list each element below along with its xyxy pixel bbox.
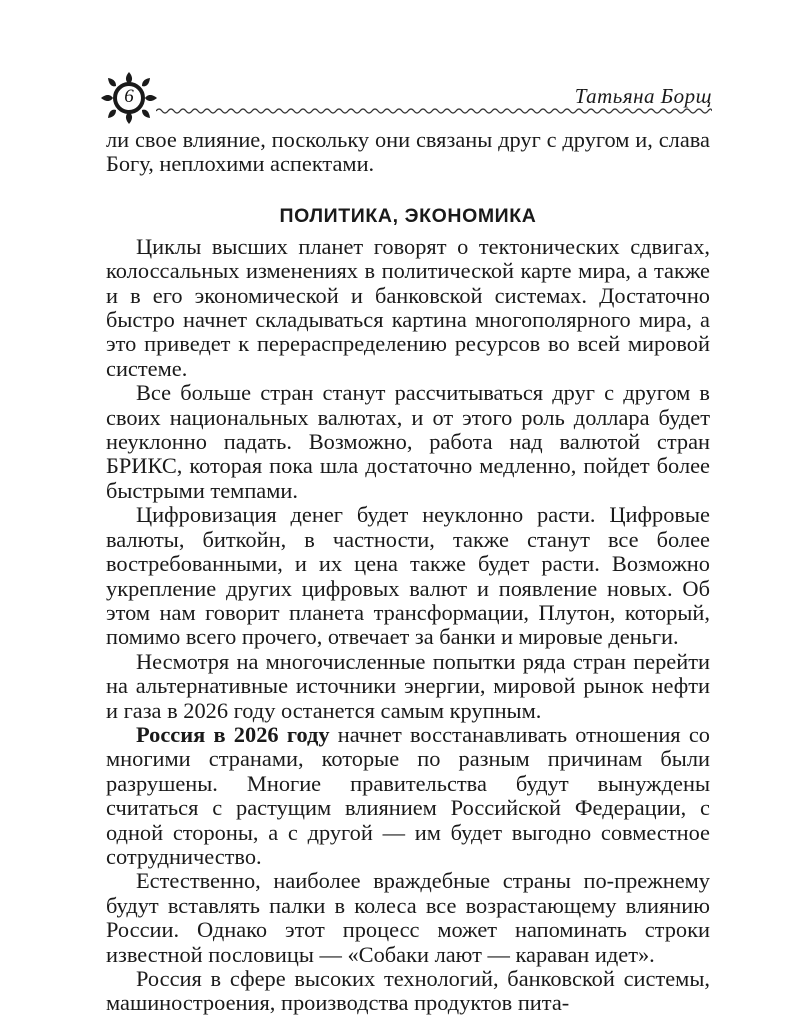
paragraph: ли свое влияние, поскольку они связаны друг с другом и, слава Богу, неплохими аспектами.	[106, 127, 710, 177]
paragraph-rest: начнет восстанавливать отношения со многими странами, которые по разным причинам были разрушены. Многие правительства будут вынуждены считаться с растущим влиянием Российской Федерации, с одной стороны, а с другой — им будет выгодно совместное сотрудничество.	[106, 721, 710, 869]
paragraph: Несмотря на многочисленные попытки ряда стран перейти на альтернативные источники энергии, мировой рынок нефти и газа в 2026 году останется самым крупным.	[106, 648, 710, 723]
paragraph: Циклы высших планет говорят о тектонических сдвигах, колоссальных изменениях в политической карте мира, а также и в его экономической и банковской системах. Достаточно быстро начнет складываться картина многополярного мира, а это приведет к перераспределению ресурсов во всей мировой системе.	[106, 233, 710, 381]
bold-lead: Россия в 2026 году	[136, 721, 330, 747]
paragraph: Все больше стран станут рассчитываться друг с другом в своих национальных валютах, и от этого роль доллара будет неуклонно падать. Возможно, работа над валютой стран БРИКС, которая пока шла достаточно медленно, пойдет более быстрыми темпами.	[106, 380, 710, 503]
paragraph: Россия в сфере высоких технологий, банковской системы, машиностроения, производства продуктов пита-	[106, 966, 710, 1016]
page-body	[106, 128, 710, 1016]
page-number: 6	[124, 86, 134, 107]
header-wavy-rule	[156, 106, 712, 116]
paragraph: Естественно, наиболее враждебные страны по-прежнему будут вставлять палки в колеса все возрастающему влиянию России. Однако этот процесс может напоминать строки известной пословицы — «Собаки лают — караван идет».	[106, 868, 710, 967]
paragraph: Цифровизация денег будет неуклонно расти. Цифровые валюты, биткойн, в частности, также станут все более востребованными, и их цена также будет расти. Возможно укрепление других цифровых валют и появление новых. Об этом нам говорит планета трансформации, Плутон, который, помимо всего прочего, отвечает за банки и мировые деньги.	[106, 502, 710, 650]
running-head: Татьяна Борщ	[574, 84, 712, 108]
page-header	[96, 68, 712, 128]
section-heading: ПОЛИТИКА, ЭКОНОМИКА	[279, 204, 537, 227]
paragraph	[106, 723, 710, 869]
